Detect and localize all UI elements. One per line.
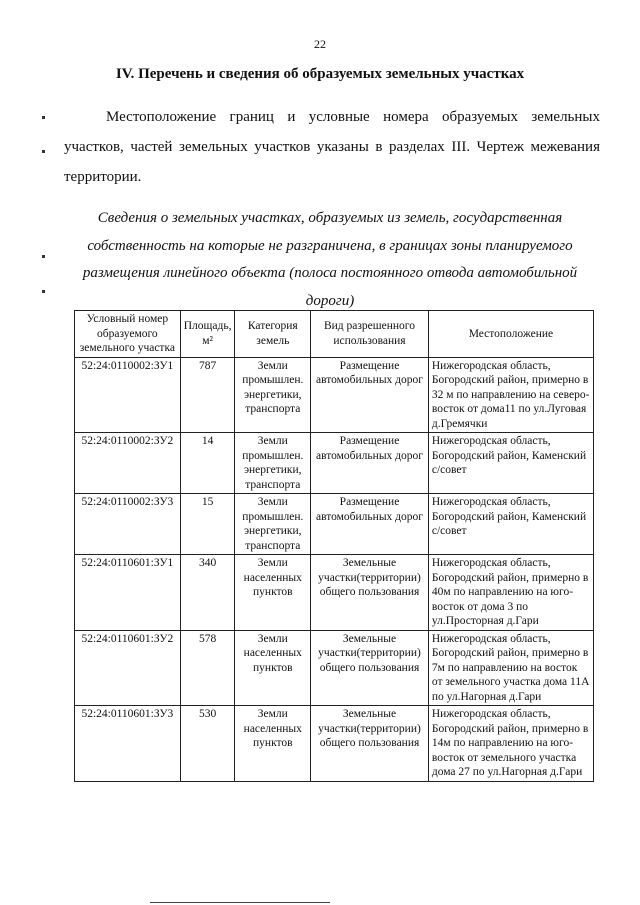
header-category: Категория земель <box>235 311 311 358</box>
header-location: Местоположение <box>428 311 593 358</box>
cell-use: Земельные участки(территории) общего пользования <box>311 555 429 631</box>
cell-location: Нижегородская область, Богородский район, Каменский с/совет <box>428 433 593 494</box>
table-row <box>75 706 594 782</box>
cell-area: 340 <box>180 555 235 631</box>
cell-number: 52:24:0110601:ЗУ1 <box>75 555 181 631</box>
margin-mark <box>42 150 45 153</box>
cell-location: Нижегородская область, Богородский район, примерно в 7м по направлению на восток от земельного участка дома 11А по ул.Нагорная д.Гари <box>428 630 593 706</box>
cell-number: 52:24:0110002:ЗУ1 <box>75 357 181 433</box>
intro-paragraph <box>64 102 600 192</box>
table-row <box>75 357 594 433</box>
table-row <box>75 494 594 555</box>
cell-category: Земли населенных пунктов <box>235 630 311 706</box>
footer-rule <box>150 902 330 903</box>
table-row <box>75 630 594 706</box>
cell-category: Земли промышлен. энергетики, транспорта <box>235 433 311 494</box>
cell-location: Нижегородская область, Богородский район, примерно в 32 м по направлению на северо-восток от дома11 по ул.Луговая д.Гремячки <box>428 357 593 433</box>
header-use: Вид разрешенного использования <box>311 311 429 358</box>
cell-number: 52:24:0110601:ЗУ2 <box>75 630 181 706</box>
intro-paragraph-text: Местоположение границ и условные номера образуемых земельных участков, частей земельных участков указаны в разделах III. Чертеж межевания территории. <box>64 109 600 185</box>
cell-category: Земли населенных пунктов <box>235 555 311 631</box>
cell-location: Нижегородская область, Богородский район, примерно в 14м по направлению на юго-восток от земельного участка дома 27 по ул.Нагорная д.Гари <box>428 706 593 782</box>
cell-area: 15 <box>180 494 235 555</box>
table-row <box>75 433 594 494</box>
land-plots-table <box>74 310 594 782</box>
margin-mark <box>42 255 45 258</box>
header-number: Условный номер образуемого земельного участка <box>75 311 181 358</box>
cell-use: Размещение автомобильных дорог <box>311 494 429 555</box>
cell-use: Земельные участки(территории) общего пользования <box>311 630 429 706</box>
cell-category: Земли промышлен. энергетики, транспорта <box>235 357 311 433</box>
cell-category: Земли населенных пунктов <box>235 706 311 782</box>
header-area: Площадь, м² <box>180 311 235 358</box>
section-heading: IV. Перечень и сведения об образуемых земельных участках <box>115 66 525 82</box>
cell-use: Земельные участки(территории) общего пользования <box>311 706 429 782</box>
margin-mark <box>42 290 45 293</box>
table-row <box>75 555 594 631</box>
cell-area: 787 <box>180 357 235 433</box>
cell-use: Размещение автомобильных дорог <box>311 357 429 433</box>
cell-number: 52:24:0110601:ЗУ3 <box>75 706 181 782</box>
cell-area: 530 <box>180 706 235 782</box>
cell-use: Размещение автомобильных дорог <box>311 433 429 494</box>
page-number: 22 <box>314 37 326 51</box>
table-header-row <box>75 311 594 358</box>
cell-category: Земли промышлен. энергетики, транспорта <box>235 494 311 555</box>
cell-location: Нижегородская область, Богородский район, примерно в 40м по направлению на юго-восток от дома 3 по ул.Просторная д.Гари <box>428 555 593 631</box>
cell-number: 52:24:0110002:ЗУ3 <box>75 494 181 555</box>
margin-mark <box>42 116 45 119</box>
cell-number: 52:24:0110002:ЗУ2 <box>75 433 181 494</box>
cell-area: 14 <box>180 433 235 494</box>
cell-area: 578 <box>180 630 235 706</box>
table-subtitle: Сведения о земельных участках, образуемых из земель, государственная собственность на которые не разграничена, в границах зоны планируемого размещения линейного объекта (полоса постоянного отвода автомобильной дороги) <box>82 210 578 309</box>
cell-location: Нижегородская область, Богородский район, Каменский с/совет <box>428 494 593 555</box>
